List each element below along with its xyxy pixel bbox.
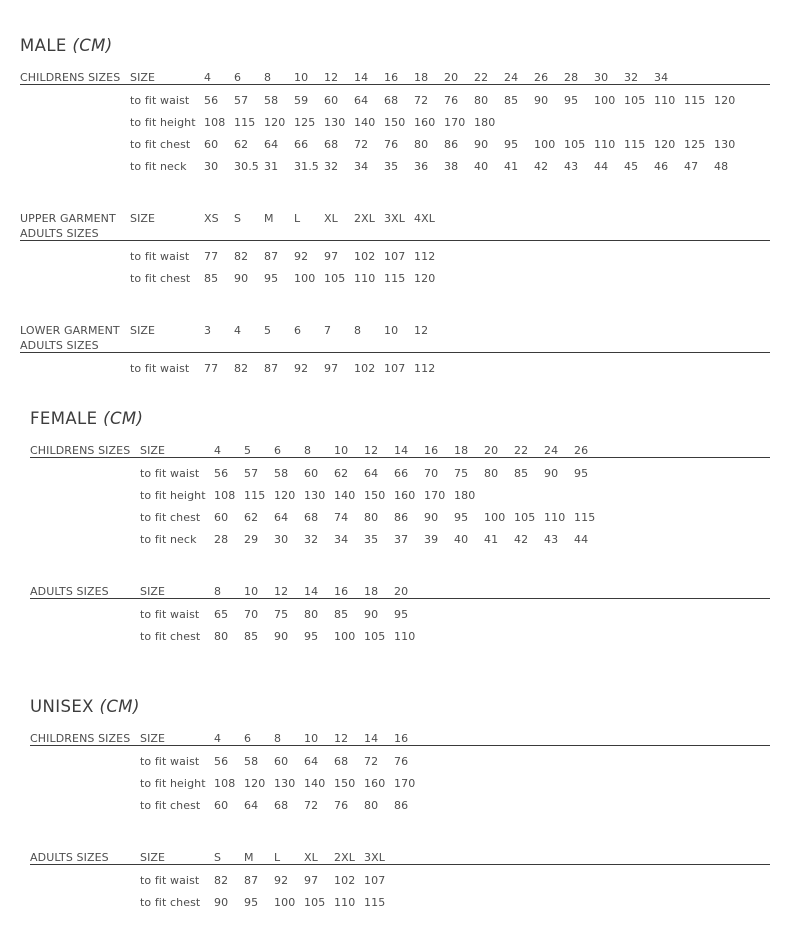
measurement-value: 120	[244, 777, 266, 790]
size-header-cell: 3XL	[364, 851, 385, 864]
measurement-value: 56	[204, 94, 219, 107]
size-header-cell: 16	[394, 732, 409, 745]
measurement-value: 95	[304, 630, 319, 643]
measurement-value: 105	[304, 896, 326, 909]
measurement-label: to fit neck	[140, 533, 197, 546]
measurement-value: 86	[394, 511, 409, 524]
measurement-value: 105	[514, 511, 536, 524]
measurement-value: 30	[204, 160, 219, 173]
size-header-cell: 6	[294, 324, 302, 337]
section-title-text: MALE	[20, 36, 67, 55]
table-group-label: CHILDRENS SIZES	[20, 71, 121, 84]
size-header-cell: 14	[304, 585, 319, 598]
measurement-value: 102	[334, 874, 356, 887]
size-header-cell: 34	[654, 71, 669, 84]
measurement-value: 85	[334, 608, 349, 621]
measurement-value: 120	[274, 489, 296, 502]
measurement-value: 90	[474, 138, 489, 151]
measurement-value: 41	[484, 533, 499, 546]
table-group-label: ADULTS SIZES	[30, 585, 109, 598]
measurement-value: 95	[394, 608, 409, 621]
measurement-value: 170	[444, 116, 466, 129]
table-divider	[20, 84, 770, 85]
size-header-cell: 30	[594, 71, 609, 84]
unisex-section-title	[30, 697, 140, 716]
measurement-value: 46	[654, 160, 669, 173]
size-header-cell: 20	[444, 71, 459, 84]
size-header-cell: 8	[354, 324, 362, 337]
measurement-value: 44	[574, 533, 589, 546]
measurement-value: 87	[264, 362, 279, 375]
measurement-value: 60	[324, 94, 339, 107]
size-header-cell: 24	[544, 444, 559, 457]
size-header-cell: 10	[244, 585, 259, 598]
section-title-text: FEMALE	[30, 409, 98, 428]
measurement-label: to fit chest	[130, 272, 191, 285]
measurement-value: 115	[574, 511, 596, 524]
size-header-cell: XL	[304, 851, 318, 864]
measurement-value: 39	[424, 533, 439, 546]
measurement-label: to fit chest	[140, 799, 201, 812]
section-unit: (CM)	[72, 36, 113, 55]
measurement-value: 35	[364, 533, 379, 546]
measurement-label: to fit chest	[140, 511, 201, 524]
size-column-header: SIZE	[140, 444, 166, 457]
measurement-value: 150	[364, 489, 386, 502]
measurement-value: 72	[364, 755, 379, 768]
table-group-label: ADULTS SIZES	[30, 851, 109, 864]
size-column-header: SIZE	[140, 851, 166, 864]
size-header-cell: 4	[214, 732, 222, 745]
measurement-value: 115	[384, 272, 406, 285]
measurement-value: 120	[714, 94, 736, 107]
table-divider	[20, 240, 770, 241]
size-header-cell: 32	[624, 71, 639, 84]
measurement-value: 85	[244, 630, 259, 643]
measurement-value: 29	[244, 533, 259, 546]
measurement-value: 90	[274, 630, 289, 643]
measurement-value: 80	[414, 138, 429, 151]
size-header-cell: 18	[414, 71, 429, 84]
measurement-value: 57	[234, 94, 249, 107]
measurement-value: 85	[204, 272, 219, 285]
size-header-cell: 12	[324, 71, 339, 84]
measurement-value: 115	[234, 116, 256, 129]
measurement-value: 112	[414, 250, 436, 263]
measurement-value: 32	[324, 160, 339, 173]
size-header-cell: L	[294, 212, 301, 225]
measurement-value: 64	[264, 138, 279, 151]
measurement-value: 95	[454, 511, 469, 524]
measurement-value: 105	[364, 630, 386, 643]
size-header-cell: 12	[334, 732, 349, 745]
measurement-value: 72	[304, 799, 319, 812]
measurement-label: to fit waist	[130, 94, 190, 107]
measurement-value: 125	[294, 116, 316, 129]
measurement-value: 30.5	[234, 160, 259, 173]
measurement-value: 66	[294, 138, 309, 151]
size-column-header: SIZE	[140, 585, 166, 598]
measurement-label: to fit waist	[130, 362, 190, 375]
measurement-value: 108	[214, 777, 236, 790]
measurement-value: 41	[504, 160, 519, 173]
measurement-value: 64	[354, 94, 369, 107]
measurement-value: 115	[624, 138, 646, 151]
measurement-value: 45	[624, 160, 639, 173]
measurement-value: 140	[304, 777, 326, 790]
size-header-cell: 3	[204, 324, 212, 337]
measurement-value: 58	[264, 94, 279, 107]
measurement-value: 80	[364, 511, 379, 524]
measurement-value: 90	[214, 896, 229, 909]
measurement-value: 150	[334, 777, 356, 790]
measurement-value: 95	[264, 272, 279, 285]
size-header-cell: 5	[264, 324, 272, 337]
size-header-cell: 7	[324, 324, 332, 337]
measurement-value: 100	[294, 272, 316, 285]
measurement-label: to fit height	[140, 489, 206, 502]
size-header-cell: 4	[204, 71, 212, 84]
measurement-value: 77	[204, 250, 219, 263]
measurement-value: 115	[244, 489, 266, 502]
measurement-value: 100	[484, 511, 506, 524]
measurement-value: 43	[544, 533, 559, 546]
measurement-label: to fit height	[130, 116, 196, 129]
male-section-title	[20, 36, 113, 55]
measurement-value: 68	[384, 94, 399, 107]
measurement-value: 87	[244, 874, 259, 887]
measurement-value: 95	[504, 138, 519, 151]
size-header-cell: L	[274, 851, 281, 864]
size-header-cell: 6	[274, 444, 282, 457]
size-header-cell: 6	[234, 71, 242, 84]
measurement-value: 110	[334, 896, 356, 909]
measurement-value: 66	[394, 467, 409, 480]
measurement-value: 105	[324, 272, 346, 285]
measurement-value: 100	[274, 896, 296, 909]
size-header-cell: 28	[564, 71, 579, 84]
measurement-value: 125	[684, 138, 706, 151]
measurement-value: 108	[214, 489, 236, 502]
size-header-cell: 12	[364, 444, 379, 457]
measurement-value: 90	[364, 608, 379, 621]
measurement-label: to fit waist	[130, 250, 190, 263]
measurement-value: 100	[534, 138, 556, 151]
measurement-value: 90	[544, 467, 559, 480]
size-header-cell: 26	[574, 444, 589, 457]
measurement-value: 42	[514, 533, 529, 546]
size-header-cell: 14	[394, 444, 409, 457]
measurement-value: 110	[394, 630, 416, 643]
measurement-value: 60	[274, 755, 289, 768]
measurement-value: 57	[244, 467, 259, 480]
measurement-value: 76	[444, 94, 459, 107]
measurement-value: 107	[384, 250, 406, 263]
measurement-label: to fit waist	[140, 874, 200, 887]
measurement-value: 28	[214, 533, 229, 546]
measurement-value: 72	[414, 94, 429, 107]
size-header-cell: 16	[384, 71, 399, 84]
measurement-value: 120	[654, 138, 676, 151]
measurement-value: 102	[354, 362, 376, 375]
size-header-cell: 10	[384, 324, 399, 337]
measurement-value: 108	[204, 116, 226, 129]
table-group-label: CHILDRENS SIZES	[30, 732, 131, 745]
measurement-value: 102	[354, 250, 376, 263]
measurement-label: to fit waist	[140, 755, 200, 768]
size-header-cell: 14	[364, 732, 379, 745]
measurement-value: 37	[394, 533, 409, 546]
size-header-cell: 14	[354, 71, 369, 84]
size-header-cell: 8	[274, 732, 282, 745]
measurement-value: 130	[304, 489, 326, 502]
measurement-value: 105	[624, 94, 646, 107]
table-divider	[20, 352, 770, 353]
size-header-cell: 26	[534, 71, 549, 84]
section-title-text: UNISEX	[30, 697, 94, 716]
measurement-label: to fit waist	[140, 608, 200, 621]
size-header-cell: 6	[244, 732, 252, 745]
size-header-cell: 16	[334, 585, 349, 598]
measurement-value: 97	[324, 250, 339, 263]
measurement-value: 65	[214, 608, 229, 621]
measurement-value: 62	[334, 467, 349, 480]
table-divider	[30, 598, 770, 599]
table-group-label: ADULTS SIZES	[20, 227, 99, 240]
measurement-value: 160	[414, 116, 436, 129]
measurement-value: 40	[454, 533, 469, 546]
measurement-value: 90	[424, 511, 439, 524]
measurement-value: 85	[504, 94, 519, 107]
measurement-value: 112	[414, 362, 436, 375]
size-header-cell: XL	[324, 212, 338, 225]
measurement-value: 92	[294, 250, 309, 263]
measurement-value: 75	[274, 608, 289, 621]
size-header-cell: 8	[264, 71, 272, 84]
size-header-cell: XS	[204, 212, 219, 225]
size-header-cell: 22	[514, 444, 529, 457]
size-header-cell: 10	[334, 444, 349, 457]
measurement-value: 115	[364, 896, 386, 909]
measurement-value: 62	[244, 511, 259, 524]
measurement-value: 130	[324, 116, 346, 129]
measurement-value: 82	[234, 250, 249, 263]
size-header-cell: 8	[214, 585, 222, 598]
measurement-value: 115	[684, 94, 706, 107]
measurement-value: 97	[324, 362, 339, 375]
measurement-value: 92	[274, 874, 289, 887]
measurement-value: 82	[214, 874, 229, 887]
size-header-cell: M	[244, 851, 254, 864]
table-group-label: ADULTS SIZES	[20, 339, 99, 352]
measurement-label: to fit chest	[140, 896, 201, 909]
measurement-label: to fit chest	[130, 138, 191, 151]
measurement-value: 59	[294, 94, 309, 107]
measurement-value: 32	[304, 533, 319, 546]
measurement-value: 35	[384, 160, 399, 173]
measurement-value: 107	[384, 362, 406, 375]
size-header-cell: 5	[244, 444, 252, 457]
size-header-cell: 20	[394, 585, 409, 598]
size-header-cell: 4	[214, 444, 222, 457]
measurement-value: 170	[424, 489, 446, 502]
size-header-cell: 4	[234, 324, 242, 337]
measurement-value: 31	[264, 160, 279, 173]
size-column-header: SIZE	[130, 71, 156, 84]
measurement-value: 34	[334, 533, 349, 546]
measurement-value: 58	[244, 755, 259, 768]
measurement-value: 70	[424, 467, 439, 480]
measurement-value: 43	[564, 160, 579, 173]
measurement-value: 70	[244, 608, 259, 621]
table-divider	[30, 864, 770, 865]
measurement-value: 34	[354, 160, 369, 173]
section-unit: (CM)	[99, 697, 140, 716]
measurement-value: 64	[274, 511, 289, 524]
measurement-value: 76	[394, 755, 409, 768]
measurement-value: 64	[364, 467, 379, 480]
measurement-value: 60	[214, 511, 229, 524]
measurement-value: 58	[274, 467, 289, 480]
measurement-value: 80	[364, 799, 379, 812]
measurement-label: to fit waist	[140, 467, 200, 480]
measurement-value: 60	[204, 138, 219, 151]
measurement-value: 36	[414, 160, 429, 173]
measurement-value: 74	[334, 511, 349, 524]
measurement-value: 85	[514, 467, 529, 480]
measurement-value: 180	[454, 489, 476, 502]
size-header-cell: 10	[294, 71, 309, 84]
measurement-label: to fit neck	[130, 160, 187, 173]
measurement-value: 64	[304, 755, 319, 768]
size-column-header: SIZE	[130, 212, 156, 225]
measurement-value: 120	[414, 272, 436, 285]
measurement-value: 130	[714, 138, 736, 151]
female-section-title	[30, 409, 143, 428]
measurement-value: 86	[394, 799, 409, 812]
measurement-value: 140	[354, 116, 376, 129]
measurement-value: 90	[534, 94, 549, 107]
measurement-value: 107	[364, 874, 386, 887]
measurement-value: 90	[234, 272, 249, 285]
table-group-label: LOWER GARMENT	[20, 324, 120, 337]
table-group-label: UPPER GARMENT	[20, 212, 116, 225]
measurement-value: 160	[364, 777, 386, 790]
size-header-cell: 12	[274, 585, 289, 598]
measurement-label: to fit height	[140, 777, 206, 790]
measurement-value: 42	[534, 160, 549, 173]
size-header-cell: 3XL	[384, 212, 405, 225]
measurement-value: 72	[354, 138, 369, 151]
measurement-value: 68	[274, 799, 289, 812]
measurement-value: 140	[334, 489, 356, 502]
measurement-value: 110	[354, 272, 376, 285]
measurement-value: 160	[394, 489, 416, 502]
measurement-label: to fit chest	[140, 630, 201, 643]
size-column-header: SIZE	[140, 732, 166, 745]
measurement-value: 120	[264, 116, 286, 129]
measurement-value: 105	[564, 138, 586, 151]
measurement-value: 47	[684, 160, 699, 173]
measurement-value: 56	[214, 467, 229, 480]
size-header-cell: S	[234, 212, 242, 225]
measurement-value: 110	[594, 138, 616, 151]
measurement-value: 38	[444, 160, 459, 173]
size-header-cell: 18	[454, 444, 469, 457]
size-header-cell: 2XL	[354, 212, 375, 225]
size-header-cell: 18	[364, 585, 379, 598]
measurement-value: 80	[474, 94, 489, 107]
measurement-value: 150	[384, 116, 406, 129]
size-column-header: SIZE	[130, 324, 156, 337]
section-unit: (CM)	[103, 409, 144, 428]
measurement-value: 92	[294, 362, 309, 375]
measurement-value: 68	[304, 511, 319, 524]
measurement-value: 95	[564, 94, 579, 107]
measurement-value: 76	[334, 799, 349, 812]
size-header-cell: 22	[474, 71, 489, 84]
table-divider	[30, 457, 770, 458]
measurement-value: 76	[384, 138, 399, 151]
measurement-value: 77	[204, 362, 219, 375]
size-header-cell: M	[264, 212, 274, 225]
measurement-value: 80	[304, 608, 319, 621]
measurement-value: 30	[274, 533, 289, 546]
measurement-value: 60	[304, 467, 319, 480]
measurement-value: 95	[574, 467, 589, 480]
table-divider	[30, 745, 770, 746]
measurement-value: 40	[474, 160, 489, 173]
measurement-value: 100	[594, 94, 616, 107]
measurement-value: 110	[654, 94, 676, 107]
size-header-cell: 10	[304, 732, 319, 745]
measurement-value: 68	[334, 755, 349, 768]
size-header-cell: S	[214, 851, 222, 864]
size-header-cell: 24	[504, 71, 519, 84]
measurement-value: 86	[444, 138, 459, 151]
measurement-value: 48	[714, 160, 729, 173]
measurement-value: 170	[394, 777, 416, 790]
measurement-value: 75	[454, 467, 469, 480]
size-header-cell: 20	[484, 444, 499, 457]
table-group-label: CHILDRENS SIZES	[30, 444, 131, 457]
measurement-value: 60	[214, 799, 229, 812]
size-header-cell: 4XL	[414, 212, 435, 225]
measurement-value: 100	[334, 630, 356, 643]
measurement-value: 95	[244, 896, 259, 909]
measurement-value: 80	[214, 630, 229, 643]
measurement-value: 87	[264, 250, 279, 263]
measurement-value: 64	[244, 799, 259, 812]
measurement-value: 56	[214, 755, 229, 768]
size-header-cell: 16	[424, 444, 439, 457]
measurement-value: 31.5	[294, 160, 319, 173]
measurement-value: 130	[274, 777, 296, 790]
measurement-value: 62	[234, 138, 249, 151]
measurement-value: 68	[324, 138, 339, 151]
measurement-value: 44	[594, 160, 609, 173]
size-header-cell: 2XL	[334, 851, 355, 864]
measurement-value: 80	[484, 467, 499, 480]
size-header-cell: 12	[414, 324, 429, 337]
size-header-cell: 8	[304, 444, 312, 457]
measurement-value: 97	[304, 874, 319, 887]
measurement-value: 82	[234, 362, 249, 375]
measurement-value: 110	[544, 511, 566, 524]
measurement-value: 180	[474, 116, 496, 129]
